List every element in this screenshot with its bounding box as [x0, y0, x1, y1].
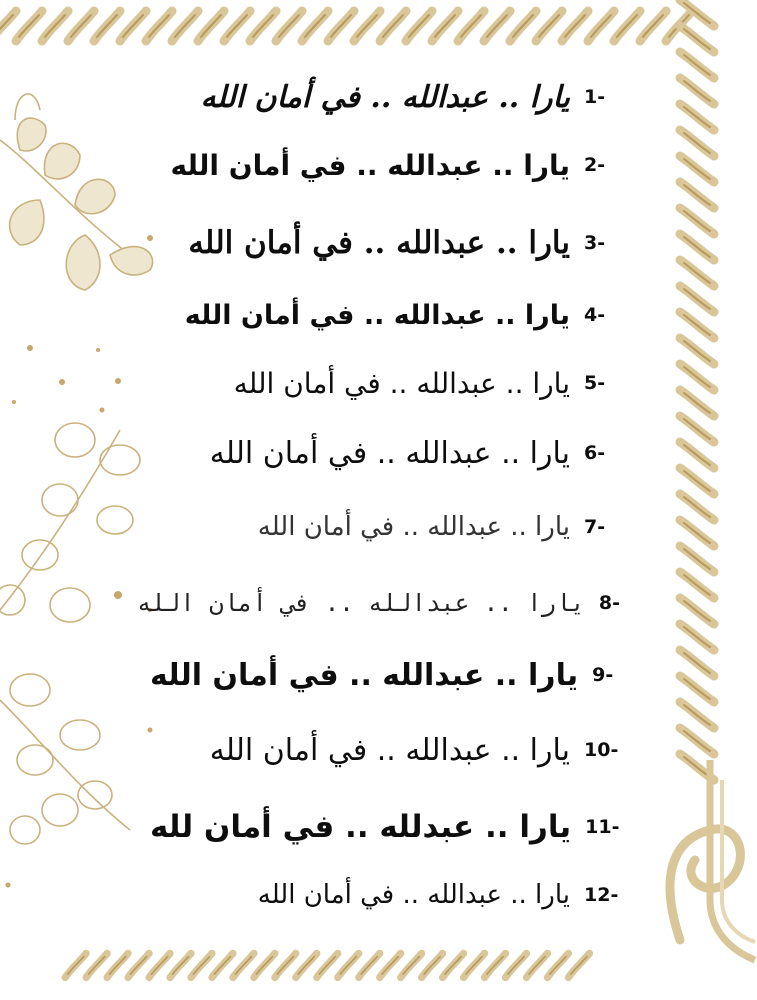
entry-number: 11-: [585, 816, 620, 838]
entry-number: 7-: [584, 516, 606, 538]
entry-number: 4-: [584, 304, 606, 326]
entry-text: يارا .. عبدالله .. في أمان الله: [184, 299, 570, 331]
entry-text: يارا .. عبدالله .. في أمان الله: [209, 732, 570, 768]
list-item: [150, 142, 620, 188]
entry-text: يارا .. عبدالله .. في أمان الله: [257, 880, 570, 910]
entry-text: يارا .. عبدلله .. في أمان لله: [150, 809, 572, 845]
entry-number: 12-: [584, 884, 619, 906]
entry-text: يارا .. عبدالله .. في أمان الله: [233, 366, 570, 400]
entry-number: 8-: [598, 592, 620, 614]
entry-text: يارا .. عبدالله .. في أمان الله: [136, 589, 585, 617]
list-item: [150, 650, 620, 700]
name-list: [136, 60, 620, 930]
entry-number: 3-: [584, 232, 606, 254]
entry-text: يارا .. عبدالله .. في أمان الله: [200, 79, 570, 115]
entry-number: 5-: [584, 372, 606, 394]
entry-text: يارا .. عبدالله .. في أمان الله: [257, 512, 570, 542]
list-item: [150, 872, 620, 918]
entry-number: 9-: [592, 664, 614, 686]
entry-text: يارا .. عبدالله .. في أمان الله: [170, 148, 570, 182]
list-item: [150, 504, 620, 550]
list-item: [150, 74, 620, 120]
list-item: [136, 580, 620, 626]
entry-text: يارا .. عبدالله .. في أمان الله: [150, 657, 579, 693]
entry-number: 6-: [584, 442, 606, 464]
list-item: [150, 430, 620, 476]
entry-number: 2-: [584, 154, 606, 176]
entry-text: يارا .. عبدالله .. في أمان الله: [188, 225, 570, 261]
entry-number: 10-: [584, 739, 619, 761]
entry-text: يارا .. عبدالله .. في أمان الله: [209, 435, 570, 471]
list-item: [150, 725, 620, 775]
list-item: [150, 802, 620, 852]
list-item: [150, 360, 620, 406]
list-item: [150, 292, 620, 338]
list-item: [150, 218, 620, 268]
entry-number: 1-: [584, 86, 606, 108]
